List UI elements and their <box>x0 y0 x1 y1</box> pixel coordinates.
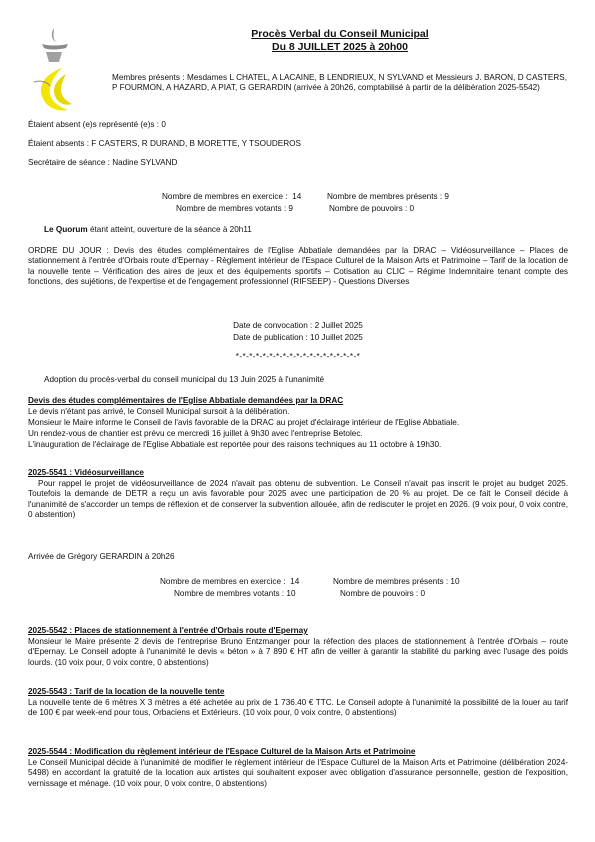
devis-line-1: Le devis n'étant pas arrivé, le Conseil Municipal sursoit à la délibération. <box>28 407 290 416</box>
section-body-5542: Monsieur le Maire présente 2 devis de l'entreprise Bruno Entzmanger pour la réfection des places de stationnement à l'entrée d'Orbais – route d'Epernay. Le Conseil adopte à l'unanimité le devis « béton » à 7 890 € HT afin de veiller à garantir la stabilité du parking avec l'usage des poids lourds. (10 voix pour, 0 voix contre, 0 abstentions) <box>28 637 568 667</box>
absent-represented: Étaient absent (e)s représenté (e)s : 0 <box>28 120 166 129</box>
municipal-logo <box>28 22 78 114</box>
section-body-5544: Le Conseil Municipal décide à l'unanimité de modifier le règlement intérieur de l'Espace Culturel de la Maison Arts et Patrimoine (délibération 2024-5498) en accordant la gratuité de la location aux artistes qui souhaitent exposer avec obligation d'assurance personnelle, gestion de l'exposition, vernissage et ménage. (10 voix pour, 0 voix contre, 0 abstentions) <box>28 758 568 788</box>
arrival-note: Arrivée de Grégory GERARDIN à 20h26 <box>28 552 175 561</box>
members-in-office: Nombre de membres en exercice : 14 <box>162 192 302 201</box>
devis-line-2: Monsieur le Maire informe le Conseil de l'avis favorable de la DRAC au projet d'éclairage intérieur de l'Eglise Abbatiale. <box>28 418 460 427</box>
proxies-count-2: Nombre de pouvoirs : 0 <box>340 589 426 598</box>
section-heading-5543: 2025-5543 : Tarif de la location de la nouvelle tente <box>28 687 225 696</box>
members-in-office-2: Nombre de membres en exercice : 14 <box>160 577 300 586</box>
quorum-statement <box>44 225 544 235</box>
proxies-count: Nombre de pouvoirs : 0 <box>329 204 415 213</box>
session-secretary: Secrétaire de séance : Nadine SYLVAND <box>28 158 178 167</box>
absent-members: Étaient absents : F CASTERS, R DURAND, B MORETTE, Y TSOUDEROS <box>28 139 301 148</box>
separator: *-*-*-*-*-*-*-*-*-*-*-*-*-*-*-*-*-*-* <box>235 352 361 361</box>
publication-date: Date de publication : 10 Juillet 2025 <box>233 333 363 342</box>
members-present-count-2: Nombre de membres présents : 10 <box>333 577 460 586</box>
quorum-label: Le Quorum <box>44 225 88 234</box>
section-heading-devis: Devis des études complémentaires de l'Eglise Abbatiale demandées par la DRAC <box>28 396 344 405</box>
convocation-date: Date de convocation : 2 Juillet 2025 <box>233 321 363 330</box>
minutes-adoption: Adoption du procès-verbal du conseil municipal du 13 Juin 2025 à l'unanimité <box>44 375 325 384</box>
members-voting-count: Nombre de membres votants : 9 <box>176 204 293 213</box>
section-heading-5541: 2025-5541 : Vidéosurveillance <box>28 468 144 477</box>
devis-line-3: Un rendez-vous de chantier est prévu ce mercredi 16 juillet à 9h30 avec l'entreprise Betolec. <box>28 429 363 438</box>
document-title: Procès Verbal du Conseil Municipal <box>251 28 429 40</box>
members-present-count: Nombre de membres présents : 9 <box>327 192 449 201</box>
quorum-text: étant atteint, ouverture de la séance à 20h11 <box>87 225 252 234</box>
devis-line-4: L'inauguration de l'éclairage de l'Eglise Abbatiale est reportée pour des raisons techniques au 11 octobre à 19h30. <box>28 440 442 449</box>
section-heading-5544: 2025-5544 : Modification du règlement intérieur de l'Espace Culturel de la Maison Arts et Patrimoine <box>28 747 416 756</box>
members-voting-count-2: Nombre de membres votants : 10 <box>174 589 296 598</box>
document-date: Du 8 JUILLET 2025 à 20h00 <box>272 41 408 53</box>
section-body-5543: La nouvelle tente de 6 mètres X 3 mètres a été achetée au prix de 1 736.40 € TTC. Le Conseil adopte à l'unanimité la possibilité de la louer au tarif de 100 € par week-end pour tous, Orbaciens et Extérieurs. (10 voix pour, 0 voix contre, 0 abstentions) <box>28 698 568 718</box>
section-body-5541: Pour rappel le projet de vidéosurveillance de 2024 n'avait pas obtenu de subvention. Le Conseil n'avait pas inscrit le projet au budget 2025. Toutefois la demande de DETR a reçu un avis favorable pour 2025 avec une participation de 20 % au projet. De ce fait le Conseil décide à l'unanimité de s'accorder un temps de réflexion et de conserver la subvention allouée, afin de rediscuter le projet en 2026. (9 voix pour, 0 voix contre, 0 abstention) <box>28 479 568 520</box>
members-present: Membres présents : Mesdames L CHATEL, A LACAINE, B LENDRIEUX, N SYLVAND et Messieurs J. BARON, D CASTERS, P FOURMON, A HAZARD, A PIAT, G GERARDIN (arrivée à 20h26, comptabilisé à partir de la délibération 2025-5542) <box>112 73 567 93</box>
agenda: ORDRE DU JOUR : Devis des études complémentaires de l'Eglise Abbatiale demandées par la DRAC – Vidéosurveillance – Places de stationnement à l'entrée d'Orbais route d'Epernay - Règlement intérieur de l'Espace Culturel de la Maison Arts et Patrimoine – Tarif de la location de la nouvelle tente – Vérification des aires de jeux et des équipements sportifs – Cotisation au CLIC – Régime Indemnitaire tenant compte des fonctions, des sujétions, de l'expertise et de l'engagement professionnel (RIFSEEP) - Questions Diverses <box>28 246 568 287</box>
section-heading-5542: 2025-5542 : Places de stationnement à l'entrée d'Orbais route d'Epernay <box>28 626 308 635</box>
